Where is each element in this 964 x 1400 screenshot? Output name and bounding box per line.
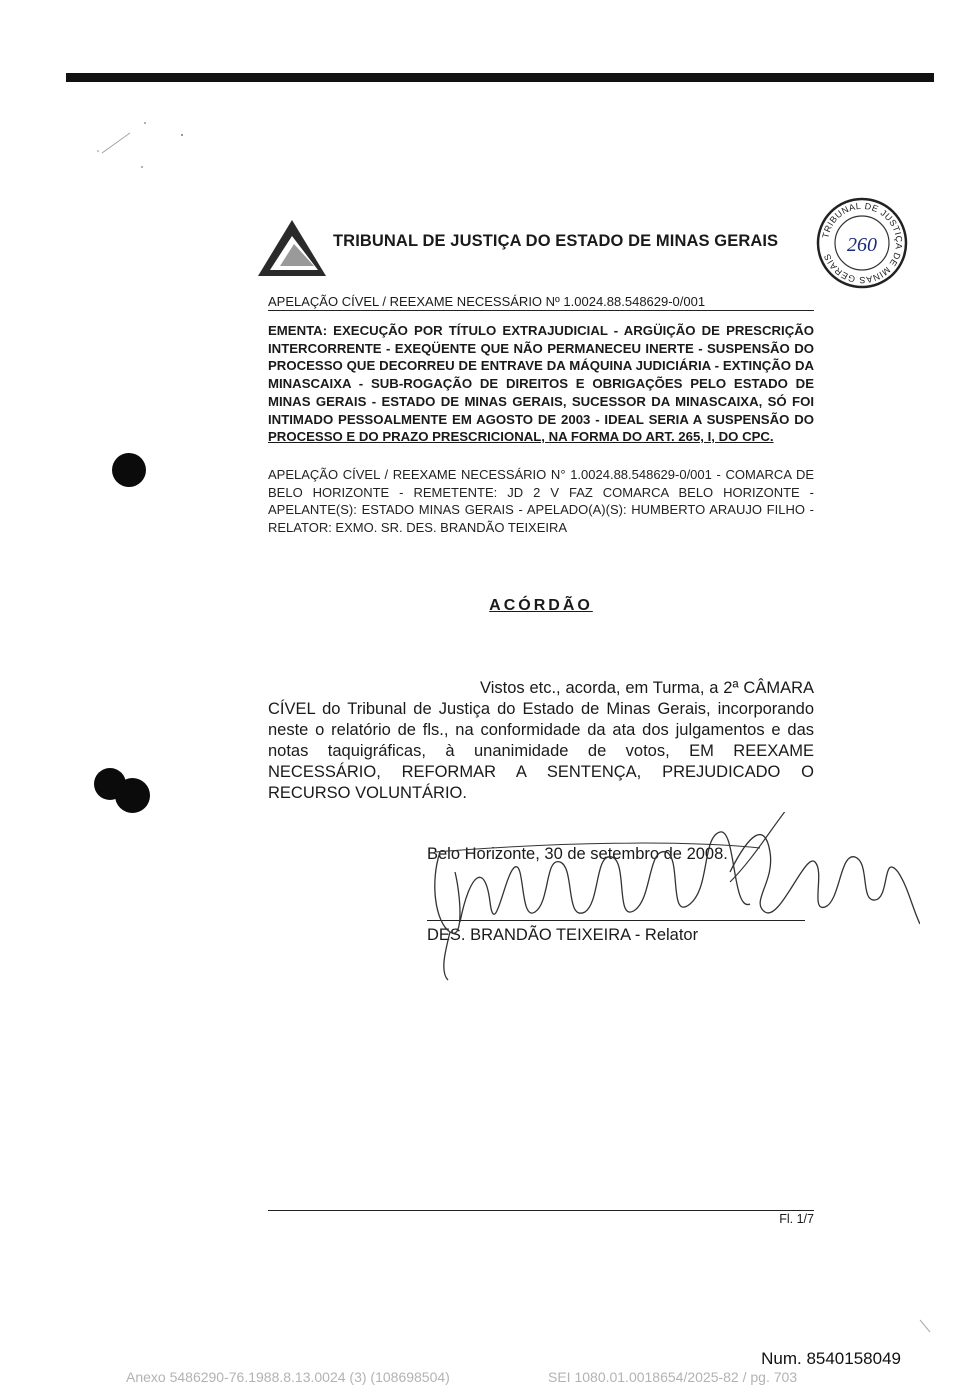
court-logo-icon <box>256 218 328 280</box>
decision-paragraph: Vistos etc., acorda, em Turma, a 2ª CÂMARA CÍVEL do Tribunal de Justiça do Estado de Minas Gerais, incorporando neste o relatório de fls., na conformidade da ata dos julgamentos e das notas taquigráficas, à unanimidade de votos, EM REEXAME NECESSÁRIO, REFORMAR A SENTENÇA, PREJUDICADO O RECURSO VOLUNTÁRIO. <box>268 679 814 802</box>
document-num: Num. 8540158049 <box>761 1349 901 1368</box>
svg-text:TRIBUNAL DE JUSTIÇA DE MINAS G: TRIBUNAL DE JUSTIÇA DE MINAS GERAIS <box>820 200 905 286</box>
punch-hole-bottom-b <box>115 778 150 813</box>
ementa-text: EMENTA: EXECUÇÃO POR TÍTULO EXTRAJUDICIAL - ARGÜIÇÃO DE PRESCRIÇÃO INTERCORRENTE - EXEQÜENTE QUE NÃO PERMANECEU INERTE - SUSPENSÃO DO PROCESSO QUE DECORREU DE ENTRAVE DA MÁQUINA JUDICIÁRIA - EXTINÇÃO DA MINASCAIXA - SUB-ROGAÇÃO DE DIREITOS E OBRIGAÇÕES PELO ESTADO DE MINAS GERAIS - ESTADO DE MINAS GERAIS, SUCESSOR DA MINASCAIXA, SÓ FOI INTIMADO PESSOALMENTE EM AGOSTO DE 2003 - IDEAL SERIA A SUSPENSÃO DO <box>268 323 814 427</box>
relator-name: DES. BRANDÃO TEIXEIRA - Relator <box>427 926 699 944</box>
seal-page-number: 260 <box>847 234 877 256</box>
sei-watermark: SEI 1080.01.0018654/2025-82 / pg. 703 <box>548 1369 798 1385</box>
court-seal-stamp <box>815 196 909 290</box>
ementa-summary <box>268 322 814 446</box>
scan-specks <box>90 115 200 185</box>
document-heading: ACÓRDÃO <box>489 597 593 614</box>
page-number: Fl. 1/7 <box>779 1212 814 1226</box>
scan-corner-mark <box>918 1318 934 1336</box>
punch-hole-top <box>112 453 146 487</box>
city-date: Belo Horizonte, 30 de setembro de 2008. <box>427 845 728 863</box>
case-metadata: APELAÇÃO CÍVEL / REEXAME NECESSÁRIO N° 1.0024.88.548629-0/001 - COMARCA DE BELO HORIZONTE - REMETENTE: JD 2 V FAZ COMARCA BELO HORIZONTE - APELANTE(S): ESTADO MINAS GERAIS - APELADO(A)(S): HUMBERTO ARAUJO FILHO - RELATOR: EXMO. SR. DES. BRANDÃO TEIXEIRA <box>268 467 814 535</box>
court-name: TRIBUNAL DE JUSTIÇA DO ESTADO DE MINAS GERAIS <box>333 232 779 250</box>
scan-top-border <box>66 73 934 82</box>
annex-watermark: Anexo 5486290-76.1988.8.13.0024 (3) (108698504) <box>126 1369 450 1385</box>
handwritten-signature <box>420 812 920 982</box>
case-number-line: APELAÇÃO CÍVEL / REEXAME NECESSÁRIO Nº 1.0024.88.548629-0/001 <box>268 294 814 311</box>
ementa-text-underlined: PROCESSO E DO PRAZO PRESCRICIONAL, NA FORMA DO ART. 265, I, DO CPC. <box>268 429 774 445</box>
footer-rule <box>268 1210 814 1211</box>
